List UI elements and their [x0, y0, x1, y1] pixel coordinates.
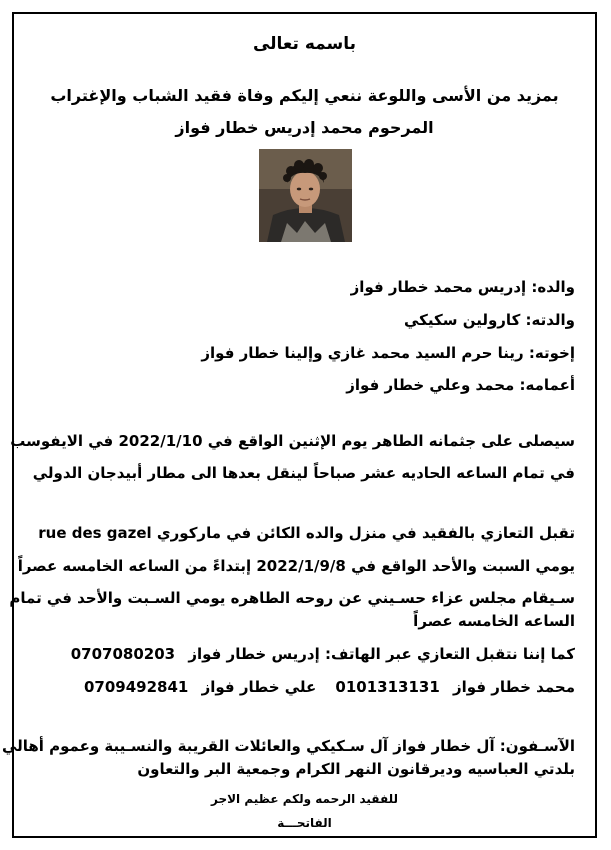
- ali-name: علي خطار فواز: [201, 678, 317, 696]
- funeral-line-2: في تمام الساعه الحاديه عشر صباحاً لينقل بعدها الى مطار أبيدجان الدولي: [32, 464, 575, 482]
- deceased-name: المرحوم محمد إدريس خطار فواز: [175, 118, 434, 137]
- condolences-place-arabic: تقبل التعازي بالفقيد في منزل والده الكائن في ماركوري: [156, 524, 575, 542]
- siblings-line: إخوته: رينا حرم السيد محمد غازي وإلينا خطار فواز: [201, 344, 575, 362]
- fatiha-line: الفاتحـــة: [277, 816, 332, 830]
- mourners-line-1: الآسـفون: آل خطار فواز آل سـكيكي والعائلات القريبة والنسـيبة وعموم أهالي: [1, 737, 575, 755]
- father-line: والده: إدريس محمد خطار فواز: [350, 278, 575, 296]
- phone-intro-text: كما إننا نتقبل التعازي عبر الهاتف: إدريس خطار فواز: [188, 645, 575, 663]
- mohammad-name: محمد خطار فواز: [453, 678, 575, 696]
- obituary-sheet: [1, 12, 597, 838]
- portrait-image: [259, 149, 352, 242]
- phone-intro-line: [71, 645, 575, 663]
- funeral-line-1: سيصلى على جثمانه الطاهر يوم الإثنين الواقع في 2022/1/10 في الايفوسب: [10, 432, 575, 450]
- closing-prayer: للفقيد الرحمه ولكم عظيم الاجر: [211, 792, 398, 806]
- mourners-line-2: بلدتي العباسيه وديرقانون النهر الكرام وجمعية البر والتعاون: [137, 760, 575, 778]
- announcement-line-1: بمزيد من الأسى واللوعة ننعي إليكم وفاة فقيد الشباب والإغتراب: [50, 86, 559, 105]
- ali-phone-number: 0709492841: [84, 678, 189, 696]
- mother-line: والدته: كارولين سكيكي: [404, 311, 575, 329]
- idris-phone-number: 0707080203: [70, 645, 176, 663]
- condolences-street-name: rue des gazel: [38, 524, 152, 542]
- mohammad-phone-line: [335, 678, 575, 696]
- condolences-line-3: سـيقام مجلس عزاء حسـيني عن روحه الطاهره يومي السـبت والأحد في تمام: [9, 589, 575, 607]
- condolences-line-4: الساعه الخامسه عصراً: [413, 612, 575, 630]
- deceased-photo: [259, 149, 352, 242]
- uncles-line: أعمامه: محمد وعلي خطار فواز: [346, 376, 575, 394]
- mohammad-phone-number: 0101313131: [335, 678, 440, 696]
- condolences-line-2: يومي السبت والأحد الواقع في 2022/1/9/8 إبتداءً من الساعه الخامسه عصراً: [17, 557, 575, 575]
- ali-phone-line: [84, 678, 316, 696]
- condolences-line-1: [38, 524, 575, 542]
- header-title: باسمه تعالى: [252, 34, 357, 54]
